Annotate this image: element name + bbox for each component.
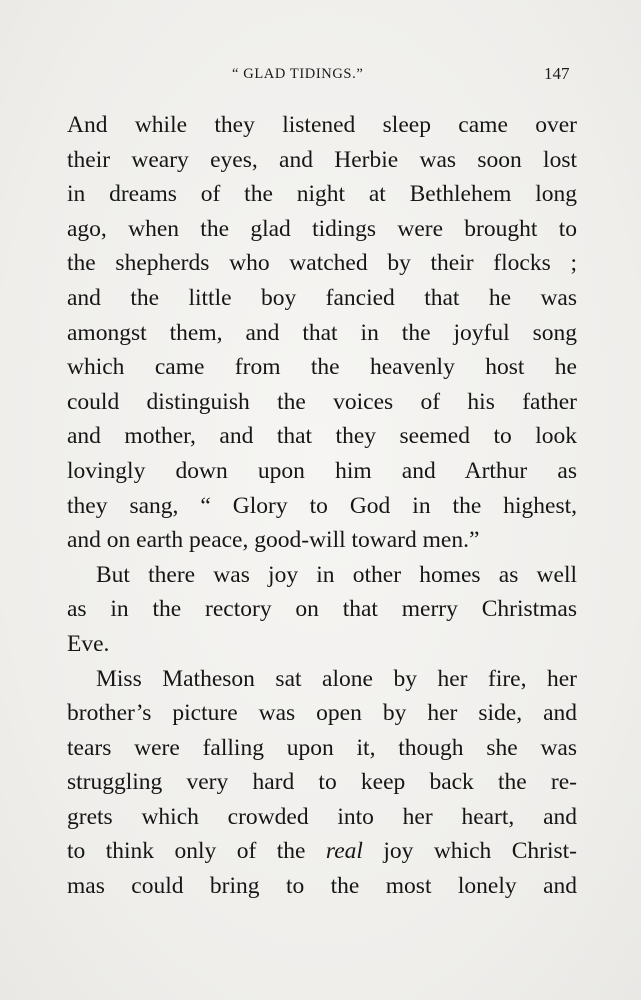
text-line: grets which crowded into her heart, and — [67, 803, 577, 830]
text-line: mas could bring to the most lonely and — [67, 873, 577, 900]
text-line: brother’s picture was open by her side, and — [67, 700, 577, 727]
text-segment: to think only of the — [67, 838, 306, 865]
text-line: they sang, “ Glory to God in the highest, — [67, 492, 577, 519]
text-line: Eve. — [67, 630, 110, 657]
text-line: in dreams of the night at Bethlehem long — [67, 181, 577, 208]
text-line: And while they listened sleep came over — [67, 112, 577, 138]
text-line: their weary eyes, and Herbie was soon lost — [67, 146, 577, 173]
text-line: and on earth peace, good-will toward men.” — [67, 527, 480, 554]
text-line: and the little boy fancied that he was — [67, 284, 577, 311]
italic-word: real — [325, 838, 363, 865]
running-head — [0, 66, 641, 90]
paragraph-first-line: Miss Matheson sat alone by her fire, her — [96, 665, 577, 692]
text-line-with-italic — [67, 834, 577, 869]
text-line: and mother, and that they seemed to look — [67, 423, 577, 450]
text-line: the shepherds who watched by their flocks ; — [67, 250, 577, 277]
text-line: could distinguish the voices of his father — [67, 388, 577, 415]
text-line: ago, when the glad tidings were brought to — [67, 215, 577, 242]
text-line: as in the rectory on that merry Christmas — [67, 596, 577, 623]
paragraph-first-line: But there was joy in other homes as well — [96, 561, 577, 588]
text-line: which came from the heavenly host he — [67, 354, 577, 381]
text-segment: joy which Christ- — [383, 838, 578, 865]
text-line: struggling very hard to keep back the re- — [67, 769, 577, 796]
text-line: amongst them, and that in the joyful song — [67, 319, 577, 346]
text-line: lovingly down upon him and Arthur as — [67, 457, 577, 484]
text-line: tears were falling upon it, though she was — [67, 734, 577, 761]
running-title: “ GLAD TIDINGS.” — [232, 66, 364, 82]
page-number: 147 — [544, 64, 570, 83]
body-text — [67, 108, 577, 904]
